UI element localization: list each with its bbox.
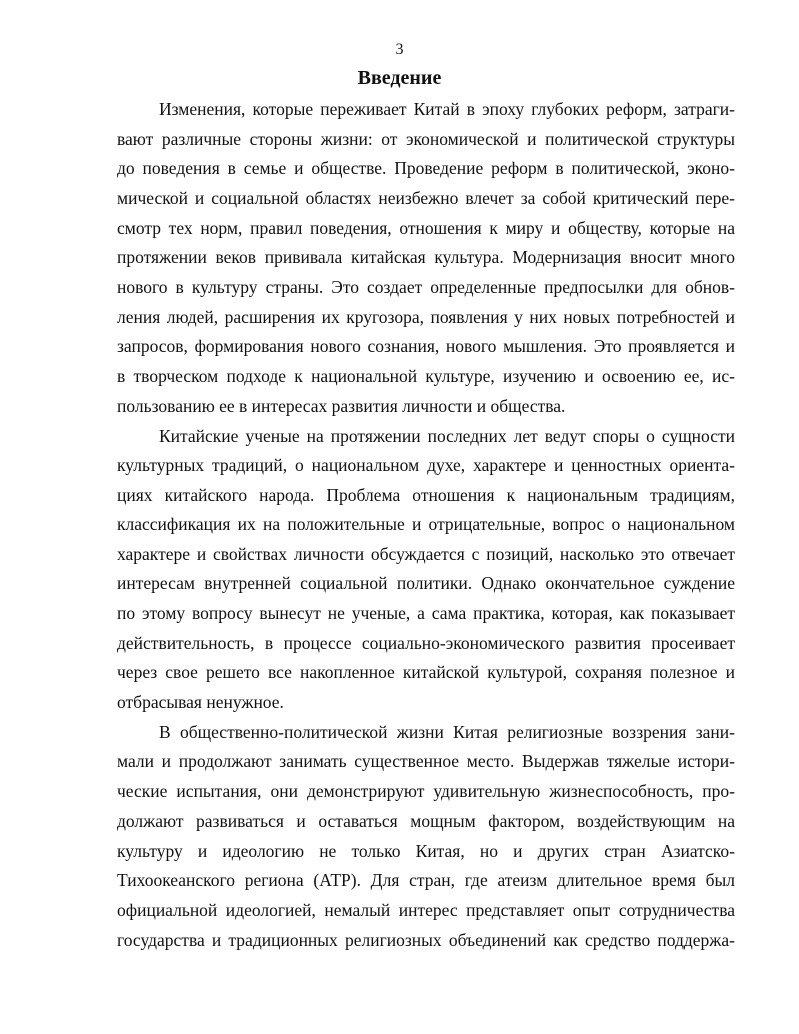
- text-line: интересам внутренней социальной политики. Однако окончательное суждение: [117, 573, 735, 593]
- text-line: смотр тех норм, правил поведения, отношения к миру и обществу, которые на: [117, 218, 735, 238]
- text-line: мали и продолжают занимать существенное место. Выдержав тяжелые истори-: [117, 751, 735, 771]
- text-line: до поведения в семье и обществе. Проведение реформ в политической, эконо-: [117, 158, 735, 178]
- text-line: ческие испытания, они демонстрируют удивительную жизнеспособность, про-: [117, 781, 735, 801]
- text-line: классификация их на положительные и отрицательные, вопрос о национальном: [117, 514, 735, 534]
- text-line: В общественно-политической жизни Китая религиозные воззрения зани-: [159, 722, 735, 742]
- text-line: Китайские ученые на протяжении последних лет ведут споры о сущности: [159, 426, 735, 446]
- page-number: 3: [395, 41, 404, 58]
- text-line: отбрасывая ненужное.: [117, 692, 284, 712]
- text-line: вают различные стороны жизни: от экономической и политической структуры: [117, 129, 735, 149]
- text-line: действительность, в процессе социально-экономического развития просеивает: [117, 633, 735, 653]
- text-line: в творческом подходе к национальной культуре, изучению и освоению ее, ис-: [117, 366, 735, 386]
- text-line: циях китайского народа. Проблема отношения к национальным традициям,: [117, 485, 735, 505]
- text-line: запросов, формирования нового сознания, нового мышления. Это проявляется и: [117, 336, 735, 356]
- text-line: культуру и идеологию не только Китая, но и других стран Азиатско-: [117, 841, 735, 861]
- text-line: ления людей, расширения их кругозора, появления у них новых потребностей и: [117, 307, 735, 327]
- text-line: Изменения, которые переживает Китай в эпоху глубоких реформ, затраги-: [159, 99, 735, 119]
- page-title: Введение: [357, 67, 442, 89]
- text-line: официальной идеологией, немалый интерес представляет опыт сотрудничества: [117, 900, 735, 920]
- text-line: протяжении веков прививала китайская культура. Модернизация вносит много: [117, 247, 735, 267]
- text-line: государства и традиционных религиозных объединений как средство поддержа-: [117, 930, 735, 950]
- text-line: нового в культуру страны. Это создает определенные предпосылки для обнов-: [117, 277, 735, 297]
- text-line: Тихоокеанского региона (АТР). Для стран, где атеизм длительное время был: [117, 870, 735, 890]
- text-line: пользованию ее в интересах развития личности и общества.: [117, 396, 566, 416]
- text-line: через свое решето все накопленное китайской культурой, сохраняя полезное и: [117, 662, 735, 682]
- text-line: должают развиваться и оставаться мощным фактором, воздействующим на: [117, 811, 735, 831]
- text-line: мической и социальной областях неизбежно влечет за собой критический пере-: [117, 188, 735, 208]
- text-line: характере и свойствах личности обсуждается с позиций, насколько это отвечает: [117, 544, 735, 564]
- text-line: культурных традиций, о национальном духе, характере и ценностных ориента-: [117, 455, 735, 475]
- text-line: по этому вопросу вынесут не ученые, а сама практика, которая, как показывает: [117, 603, 735, 623]
